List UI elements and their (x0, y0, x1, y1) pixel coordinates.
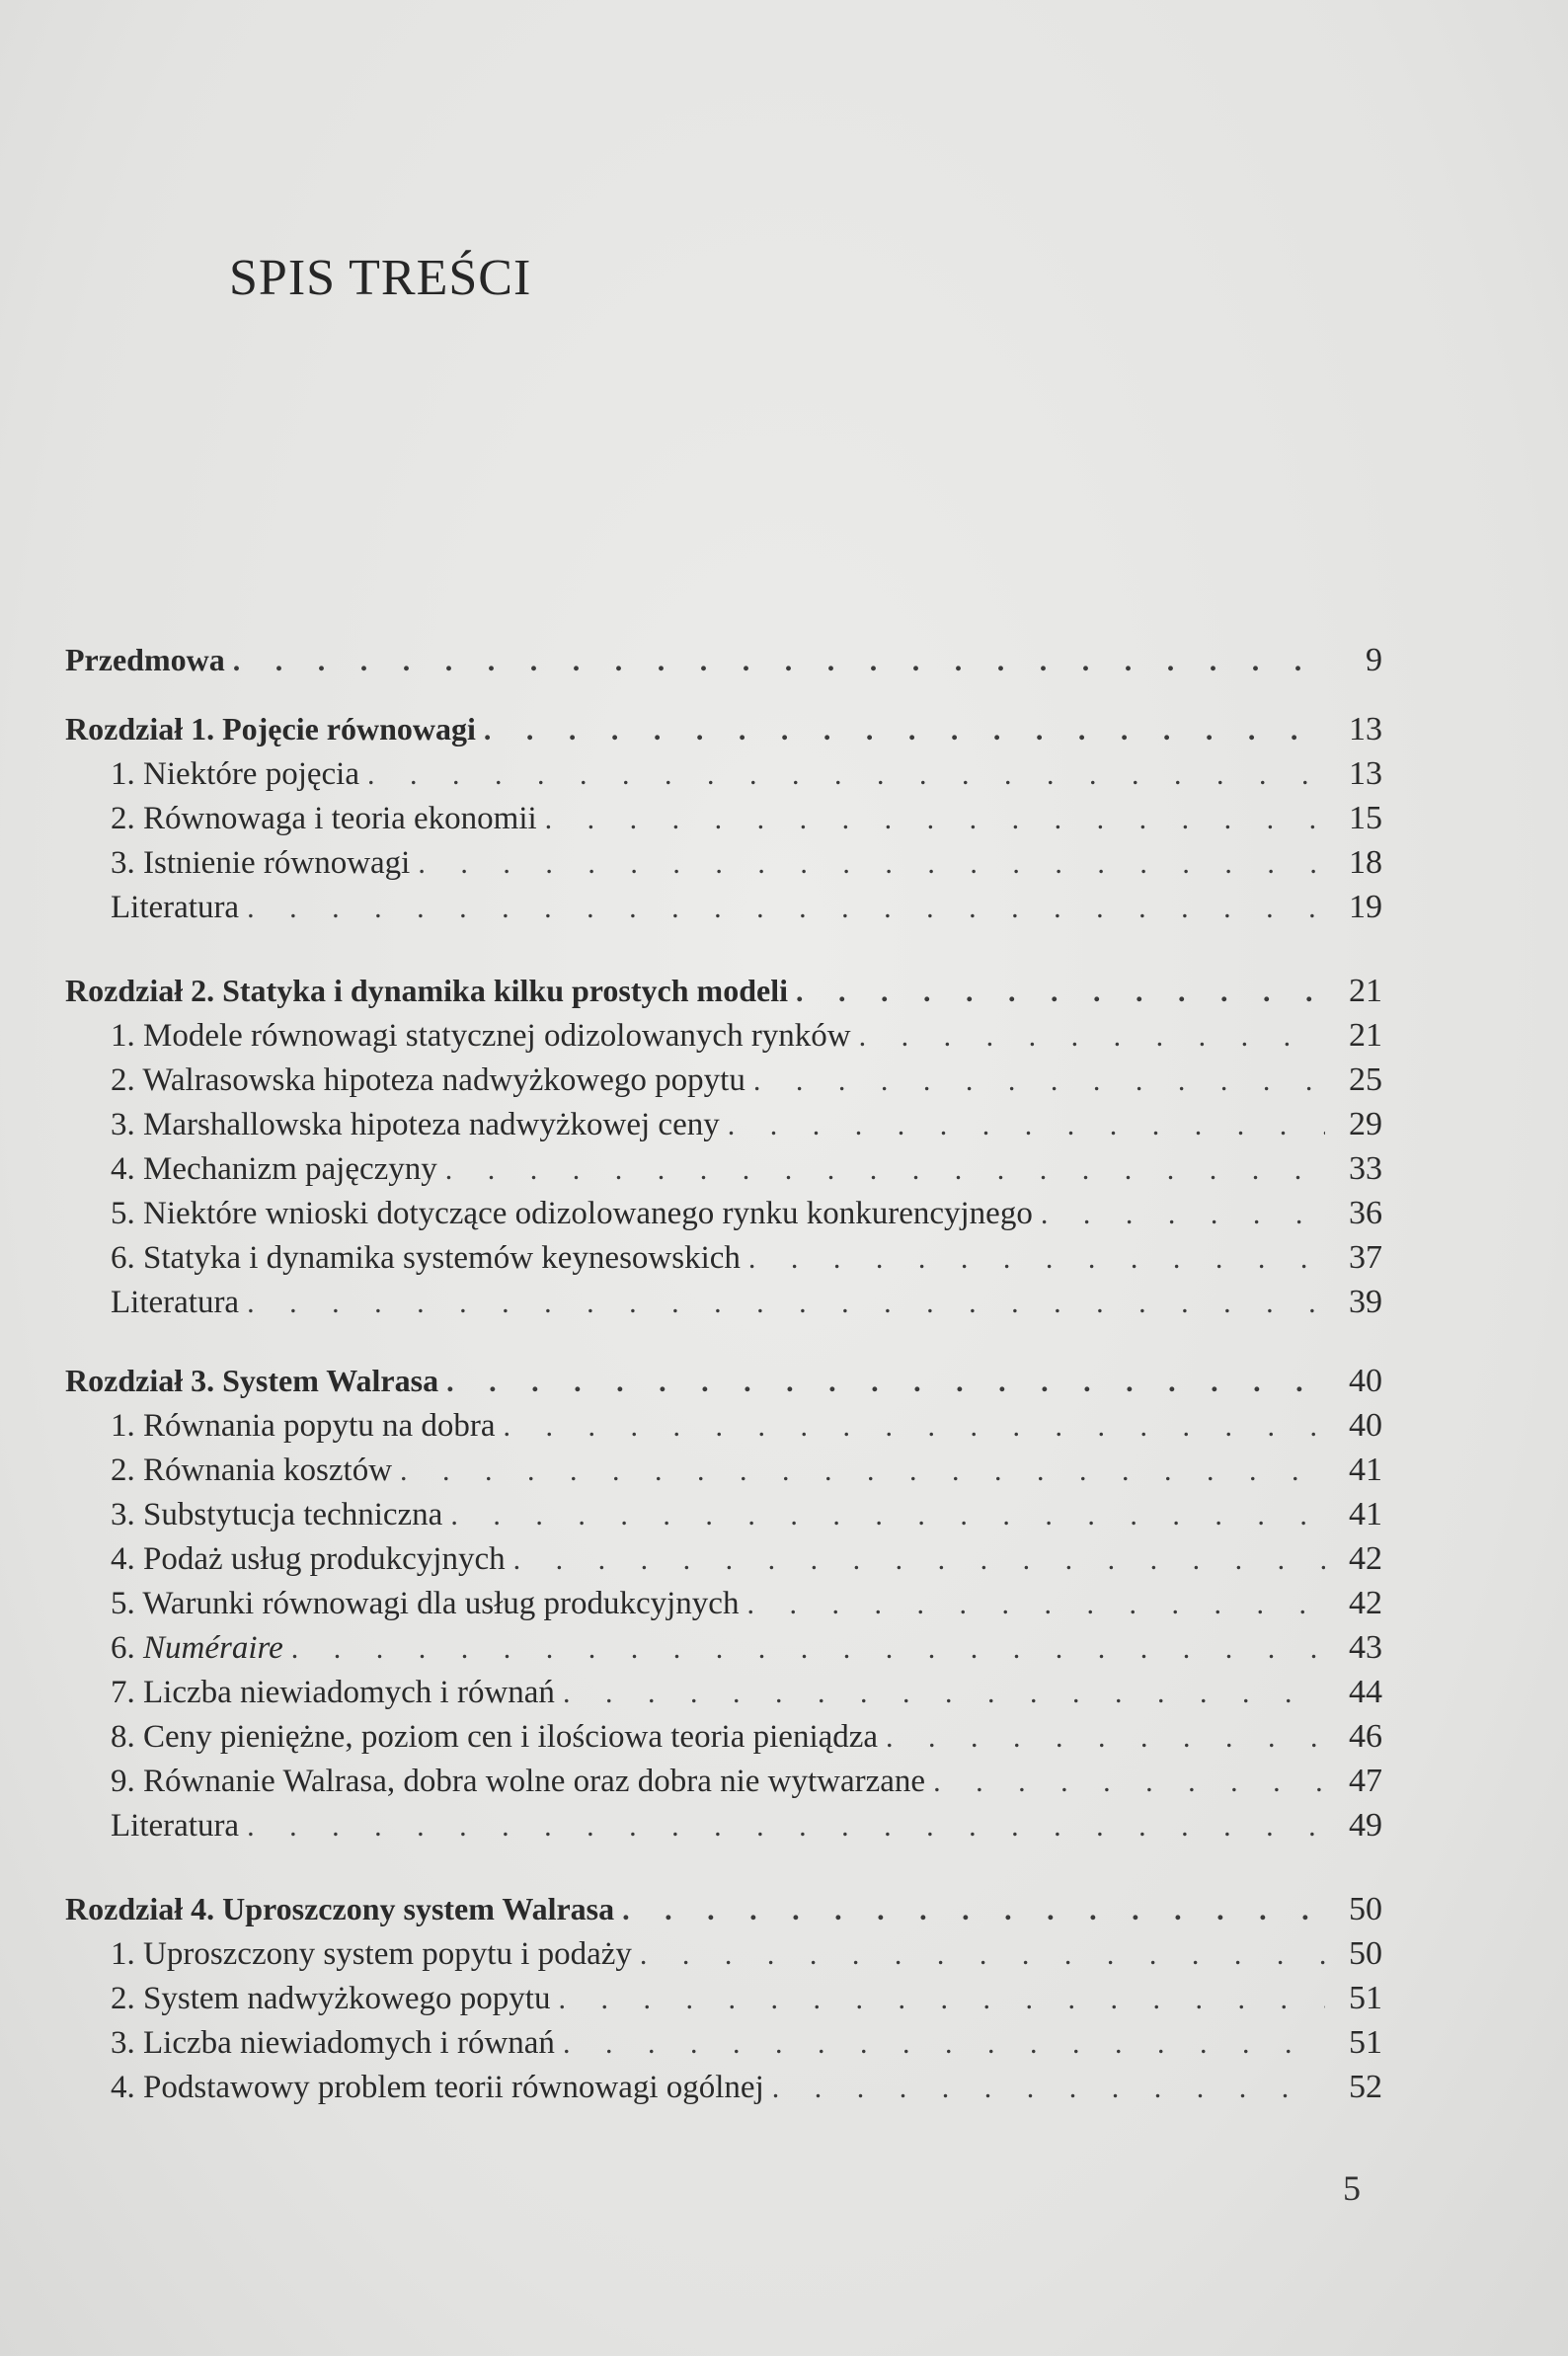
toc-page-number: 50 (1349, 1891, 1382, 1927)
toc-section-entry (111, 1629, 1382, 1669)
dot-leader (859, 1020, 1325, 1054)
dot-leader (291, 1632, 1325, 1666)
toc-page-number: 49 (1349, 1807, 1382, 1844)
toc-entry-text: 3. Substytucja techniczna (111, 1497, 443, 1532)
toc-entry-label (111, 1062, 753, 1099)
dot-leader (563, 1677, 1325, 1710)
dot-leader (247, 1810, 1325, 1844)
toc-entry-text: Rozdział 3. System Walrasa (65, 1363, 439, 1398)
dot-leader (753, 1064, 1325, 1098)
toc-entry-text: Literatura (111, 1285, 240, 1320)
toc-entry-text: 3. Liczba niewiadomych i równań (111, 2025, 555, 2061)
toc-entry-label (111, 1808, 247, 1845)
dot-leader (622, 1894, 1325, 1927)
toc-entry-text: 3. Marshallowska hipoteza nadwyżkowej ceny (111, 1107, 720, 1142)
toc-entry-text: Literatura (111, 890, 240, 925)
toc-page-number: 40 (1349, 1363, 1382, 1399)
dot-leader (545, 803, 1325, 836)
toc-page-number: 41 (1349, 1452, 1382, 1488)
toc-entry-label (111, 1107, 728, 1143)
toc-page-number: 47 (1349, 1763, 1382, 1799)
toc-section-entry (111, 1540, 1382, 1580)
dot-leader (446, 1366, 1325, 1399)
toc-chapter-entry (65, 1363, 1382, 1402)
toc-entry-text: 1. Równania popytu na dobra (111, 1408, 496, 1444)
toc-section-entry (111, 2069, 1382, 2108)
toc-entry-text: Rozdział 1. Pojęcie równowagi (65, 711, 476, 746)
toc-page-number: 29 (1349, 1106, 1382, 1142)
toc-entry-text: 2. System nadwyżkowego popytu (111, 1981, 551, 2016)
toc-page-number: 21 (1349, 973, 1382, 1009)
dot-leader (445, 1153, 1325, 1187)
toc-page-number: 51 (1349, 1980, 1382, 2016)
toc-entry-label (111, 2070, 772, 2106)
toc-page-number: 37 (1349, 1239, 1382, 1276)
dot-leader (886, 1721, 1325, 1755)
toc-entry-text: 6. (111, 1630, 143, 1666)
dot-leader (728, 1109, 1325, 1142)
toc-chapter-entry (65, 973, 1382, 1012)
dot-leader (450, 1499, 1325, 1532)
toc-entry-text: 7. Liczba niewiadomych i równań (111, 1675, 555, 1710)
page-number: 5 (1343, 2168, 1361, 2208)
dot-leader (772, 2072, 1325, 2105)
toc-entry-label (111, 890, 247, 926)
toc-section-entry (111, 1496, 1382, 1535)
toc-section-entry (111, 1452, 1382, 1491)
dot-leader (1041, 1198, 1325, 1231)
toc-page-number: 33 (1349, 1150, 1382, 1187)
toc-entry-label (111, 1240, 748, 1277)
toc-entry-label (65, 711, 484, 747)
dot-leader (418, 847, 1325, 881)
toc-entry-text: Literatura (111, 1808, 240, 1844)
toc-entry-label (111, 1285, 247, 1321)
toc-entry-label (111, 1497, 450, 1533)
toc-entry-label (111, 1719, 886, 1756)
toc-entry-text: Rozdział 4. Uproszczony system Walrasa (65, 1891, 615, 1926)
toc-section-entry (111, 1763, 1382, 1802)
toc-entry-text: 4. Mechanizm pajęczyny (111, 1151, 437, 1187)
toc-page-number: 42 (1349, 1585, 1382, 1621)
dot-leader (933, 1766, 1325, 1799)
toc-entry-label (111, 1675, 563, 1711)
toc-page-number: 41 (1349, 1496, 1382, 1532)
dot-leader (746, 1588, 1325, 1621)
toc-section-entry (111, 1807, 1382, 1846)
dot-leader (233, 645, 1325, 678)
toc-entry-label (65, 973, 796, 1009)
toc-chapter-entry (65, 711, 1382, 750)
dot-leader (748, 1242, 1325, 1276)
toc-entry-label (111, 1981, 558, 2017)
toc-entry-text: 3. Istnienie równowagi (111, 845, 411, 881)
toc-entry-label (111, 1936, 640, 1973)
dot-leader (504, 1410, 1325, 1444)
toc-entry-label (111, 1541, 513, 1578)
toc-page-number: 19 (1349, 889, 1382, 925)
toc-section-entry (111, 2024, 1382, 2064)
toc-entry-text: 4. Podaż usług produkcyjnych (111, 1541, 506, 1577)
toc-page-number: 15 (1349, 800, 1382, 836)
toc-section-entry (111, 1061, 1382, 1101)
toc-page-number: 43 (1349, 1629, 1382, 1666)
toc-entry-label (111, 2025, 563, 2062)
toc-page-number: 51 (1349, 2024, 1382, 2061)
toc-entry-text: 4. Podstawowy problem teorii równowagi ogólnej (111, 2070, 764, 2105)
dot-leader (563, 2027, 1325, 2061)
toc-page-number: 50 (1349, 1935, 1382, 1972)
toc-entry-text: 6. Statyka i dynamika systemów keynesowskich (111, 1240, 741, 1276)
toc-entry-label (65, 1891, 622, 1927)
toc-entry-label (111, 1018, 859, 1055)
toc-entry-text: 1. Modele równowagi statycznej odizolowanych rynków (111, 1018, 851, 1054)
toc-page-number: 25 (1349, 1061, 1382, 1098)
toc-entry-label (65, 1363, 446, 1399)
toc-entry-label (111, 1586, 746, 1622)
toc-page-number: 39 (1349, 1284, 1382, 1320)
dot-leader (247, 892, 1325, 925)
dot-leader (640, 1938, 1325, 1972)
toc-entry-label (111, 1630, 291, 1667)
dot-leader (247, 1287, 1325, 1320)
toc-page-number: 44 (1349, 1674, 1382, 1710)
toc-chapter-entry (65, 642, 1382, 681)
toc-entry-text: Przedmowa (65, 642, 225, 677)
toc-entry-text: 5. Warunki równowagi dla usług produkcyjnych (111, 1586, 740, 1621)
toc-section-entry (111, 1150, 1382, 1190)
toc-section-entry (111, 1017, 1382, 1057)
toc-page-number: 36 (1349, 1195, 1382, 1231)
toc-entry-text: 8. Ceny pieniężne, poziom cen i ilościowa teoria pieniądza (111, 1719, 879, 1755)
toc-entry-label (111, 1764, 933, 1800)
toc-section-entry (111, 1407, 1382, 1447)
toc-section-entry (111, 1106, 1382, 1145)
toc-section-entry (111, 1718, 1382, 1758)
toc-section-entry (111, 1284, 1382, 1323)
toc-entry-label (111, 801, 545, 837)
toc-page-number: 42 (1349, 1540, 1382, 1577)
toc-entry-text: 1. Niektóre pojęcia (111, 756, 359, 792)
page-title: SPIS TREŚCI (229, 250, 532, 306)
toc-entry-text: 5. Niektóre wnioski dotyczące odizolowanego rynku konkurencyjnego (111, 1196, 1033, 1231)
toc-section-entry (111, 1195, 1382, 1234)
dot-leader (513, 1543, 1325, 1577)
toc-page-number: 13 (1349, 711, 1382, 747)
toc-entry-text: 1. Uproszczony system popytu i podaży (111, 1936, 632, 1972)
toc-page-number: 52 (1349, 2069, 1382, 2105)
toc-section-entry (111, 844, 1382, 884)
toc-section-entry (111, 755, 1382, 795)
toc-entry-text: 2. Równowaga i teoria ekonomii (111, 801, 537, 836)
toc-page-number: 9 (1366, 642, 1382, 678)
toc-entry-text: 2. Równania kosztów (111, 1453, 393, 1488)
toc-entry-label (111, 1408, 504, 1445)
toc-section-entry (111, 1980, 1382, 2019)
toc-page-number: 40 (1349, 1407, 1382, 1444)
toc-section-entry (111, 800, 1382, 839)
dot-leader (367, 758, 1325, 792)
dot-leader (558, 1983, 1325, 2016)
toc-entry-label (111, 1453, 400, 1489)
toc-entry-text: 2. Walrasowska hipoteza nadwyżkowego popytu (111, 1062, 745, 1098)
toc-section-entry (111, 1935, 1382, 1975)
toc-entry-italic-text: Numéraire (143, 1630, 283, 1666)
toc-entry-label (111, 1196, 1041, 1232)
toc-page-number: 13 (1349, 755, 1382, 792)
dot-leader (796, 976, 1325, 1009)
toc-entry-label (111, 756, 367, 793)
dot-leader (484, 714, 1325, 747)
toc-section-entry (111, 889, 1382, 928)
toc-section-entry (111, 1674, 1382, 1713)
toc-entry-text: 9. Równanie Walrasa, dobra wolne oraz dobra nie wytwarzane (111, 1764, 926, 1799)
toc-page-number: 18 (1349, 844, 1382, 881)
toc-entry-label (111, 1151, 445, 1188)
toc-section-entry (111, 1585, 1382, 1624)
toc-entry-label (65, 642, 233, 678)
dot-leader (400, 1454, 1325, 1488)
toc-chapter-entry (65, 1891, 1382, 1930)
toc-page-number: 21 (1349, 1017, 1382, 1054)
toc-entry-label (111, 845, 418, 882)
toc-entry-text: Rozdział 2. Statyka i dynamika kilku prostych modeli (65, 973, 788, 1008)
toc-page-number: 46 (1349, 1718, 1382, 1755)
toc-section-entry (111, 1239, 1382, 1279)
